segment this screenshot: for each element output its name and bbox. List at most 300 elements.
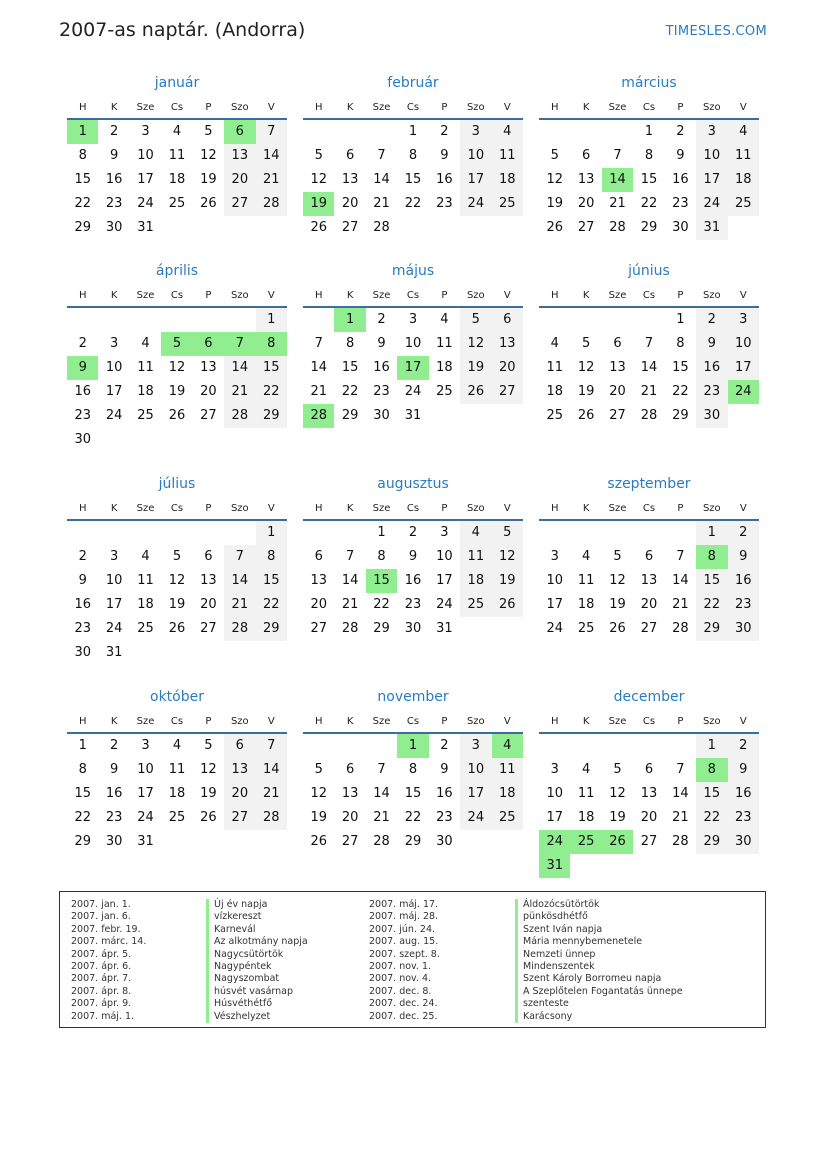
day-cell — [429, 404, 460, 428]
week-row — [303, 593, 523, 617]
week-row — [539, 404, 759, 428]
day-cell: 7 — [644, 336, 654, 351]
weekday-label: Cs — [642, 502, 656, 514]
day-cell — [130, 308, 161, 332]
week-row — [67, 830, 287, 854]
holiday-day-cell: 8 — [256, 332, 287, 356]
day-cell: 30 — [696, 404, 727, 428]
month-calendar — [67, 70, 287, 240]
day-cell: 7 — [314, 336, 323, 351]
weekday-label: Cs — [170, 101, 184, 113]
day-cell: 4 — [440, 312, 449, 327]
day-cell: 22 — [404, 196, 422, 211]
day-cell: 2 — [78, 549, 87, 564]
day-cell: 11 — [137, 360, 154, 375]
weekday-label: Szo — [466, 101, 485, 113]
day-cell: 26 — [200, 810, 217, 825]
weekday-label: Cs — [170, 289, 184, 301]
week-row — [539, 120, 759, 144]
day-cell: 27 — [577, 220, 595, 235]
weekday-label: Szo — [702, 101, 721, 113]
day-cell — [130, 428, 161, 452]
day-cell: 21 — [672, 597, 689, 612]
day-cell: 12 — [310, 786, 327, 801]
day-cell — [303, 120, 334, 144]
day-cell: 1 — [408, 124, 418, 139]
month-calendar — [303, 258, 523, 428]
month-calendar — [303, 70, 523, 240]
day-cell: 18 — [577, 810, 595, 825]
weekday-header — [539, 96, 759, 120]
holiday-day-cell: 14 — [602, 168, 633, 192]
holiday-day-cell: 4 — [492, 734, 523, 758]
legend-date: 2007. dec. 25. — [369, 1010, 438, 1022]
weekday-header — [67, 710, 287, 734]
day-cell: 31 — [696, 216, 727, 240]
week-row — [303, 404, 523, 428]
legend-date: 2007. szept. 8. — [369, 948, 440, 960]
day-cell: 16 — [105, 786, 123, 801]
weekday-label: K — [582, 715, 590, 727]
day-cell: 13 — [640, 573, 658, 588]
day-cell: 28 — [640, 408, 658, 423]
day-cell — [224, 521, 255, 545]
holiday-day-cell: 5 — [161, 332, 192, 356]
day-cell: 1 — [644, 124, 654, 139]
legend-date: 2007. máj. 1. — [71, 1010, 135, 1022]
day-cell — [728, 404, 759, 428]
weekday-label: Sze — [372, 101, 391, 113]
day-cell: 29 — [74, 220, 91, 235]
holiday-day-cell: 28 — [303, 404, 334, 428]
day-cell: 8 — [256, 545, 287, 569]
weekday-label: V — [267, 502, 275, 514]
day-cell: 21 — [672, 810, 689, 825]
day-cell: 16 — [404, 573, 422, 588]
day-cell: 28 — [341, 621, 359, 636]
weekday-header — [67, 497, 287, 521]
day-cell: 11 — [577, 573, 595, 588]
day-cell: 27 — [609, 408, 626, 423]
day-cell: 20 — [200, 384, 217, 399]
day-cell — [161, 216, 192, 240]
day-cell: 1 — [256, 308, 287, 332]
day-cell: 14 — [672, 573, 689, 588]
weekday-label: K — [346, 502, 354, 514]
weekday-label: V — [503, 502, 511, 514]
day-cell: 27 — [341, 220, 359, 235]
day-cell: 29 — [74, 834, 91, 849]
legend-holiday-name: Áldozócsütörtök — [515, 899, 683, 911]
day-cell: 18 — [168, 172, 186, 187]
day-cell — [161, 308, 192, 332]
day-cell: 11 — [492, 758, 523, 782]
month-name: április — [155, 263, 199, 279]
day-cell: 26 — [577, 408, 595, 423]
day-cell: 13 — [224, 758, 255, 782]
day-cell: 17 — [696, 168, 727, 192]
day-cell — [193, 216, 224, 240]
day-cell: 20 — [609, 384, 626, 399]
day-cell: 24 — [137, 196, 154, 211]
day-cell: 24 — [546, 621, 563, 636]
day-cell: 4 — [141, 549, 150, 564]
holiday-day-cell: 15 — [366, 569, 397, 593]
legend-date: 2007. jan. 1. — [71, 899, 131, 910]
day-cell: 28 — [256, 806, 287, 830]
weekday-label: Cs — [642, 289, 656, 301]
day-cell: 17 — [546, 597, 563, 612]
weekday-label: Sze — [608, 715, 627, 727]
weekday-label: K — [346, 101, 354, 113]
day-cell — [98, 521, 129, 545]
day-cell: 13 — [341, 172, 359, 187]
day-cell: 15 — [696, 782, 727, 806]
week-row — [303, 734, 523, 758]
weekday-label: H — [314, 502, 323, 514]
day-cell: 28 — [224, 617, 255, 641]
day-cell: 9 — [440, 148, 449, 163]
day-cell: 16 — [105, 172, 123, 187]
day-cell: 29 — [696, 617, 727, 641]
day-cell: 27 — [640, 621, 658, 636]
day-cell: 22 — [696, 593, 727, 617]
weekday-label: Sze — [136, 502, 155, 514]
legend-holiday-name: Mindenszentek — [515, 961, 683, 973]
day-cell: 12 — [577, 360, 595, 375]
legend-dates-right — [369, 899, 440, 1023]
week-row — [67, 168, 287, 192]
day-cell — [193, 521, 224, 545]
weekday-label: Szo — [702, 715, 721, 727]
legend-dates-left — [71, 899, 146, 1023]
day-cell: 18 — [436, 360, 453, 375]
legend-date: 2007. aug. 15. — [369, 936, 439, 948]
day-cell: 2 — [78, 336, 87, 351]
day-cell — [602, 120, 633, 144]
day-cell — [460, 617, 491, 641]
week-row — [539, 380, 759, 404]
week-row — [539, 593, 759, 617]
day-cell: 21 — [341, 597, 359, 612]
day-cell: 3 — [696, 120, 727, 144]
weekday-label: Cs — [642, 101, 656, 113]
day-cell: 10 — [546, 786, 563, 801]
day-cell: 18 — [460, 569, 491, 593]
day-cell: 2 — [440, 738, 449, 753]
day-cell: 10 — [137, 148, 154, 163]
day-cell: 30 — [373, 408, 390, 423]
day-cell: 21 — [256, 168, 287, 192]
holiday-day-cell: 17 — [397, 356, 428, 380]
day-cell: 22 — [256, 380, 287, 404]
day-cell: 8 — [78, 762, 87, 777]
week-row — [303, 545, 523, 569]
week-row — [539, 192, 759, 216]
day-cell: 10 — [105, 360, 123, 375]
day-cell: 14 — [640, 360, 658, 375]
legend-holiday-name: Új év napja — [206, 899, 308, 911]
day-cell: 19 — [310, 810, 327, 825]
day-cell: 4 — [581, 549, 591, 564]
day-cell: 6 — [581, 148, 591, 163]
day-cell: 29 — [373, 621, 390, 636]
week-row — [67, 806, 287, 830]
day-cell: 10 — [105, 573, 123, 588]
month-calendar — [67, 684, 287, 854]
day-cell: 21 — [609, 196, 626, 211]
day-cell — [161, 641, 192, 665]
day-cell: 25 — [728, 192, 759, 216]
week-row — [67, 545, 287, 569]
weekday-label: V — [739, 502, 747, 514]
day-cell — [539, 734, 570, 758]
day-cell: 26 — [492, 593, 523, 617]
legend-date: 2007. ápr. 5. — [71, 948, 132, 960]
weekday-header — [67, 96, 287, 120]
day-cell: 9 — [728, 545, 759, 569]
day-cell — [98, 428, 129, 452]
weekday-header — [303, 284, 523, 308]
day-cell: 16 — [74, 384, 91, 399]
day-cell: 9 — [408, 549, 418, 564]
week-row — [67, 734, 287, 758]
day-cell: 31 — [137, 220, 154, 235]
week-row — [539, 144, 759, 168]
day-cell: 26 — [609, 621, 626, 636]
weekday-label: P — [441, 101, 448, 113]
day-cell: 15 — [672, 360, 689, 375]
day-cell: 11 — [137, 573, 154, 588]
day-cell: 19 — [168, 597, 186, 612]
day-cell — [665, 734, 696, 758]
day-cell: 18 — [728, 168, 759, 192]
day-cell: 30 — [728, 617, 759, 641]
brand-link[interactable]: TIMESLES.COM — [665, 24, 767, 39]
weekday-label: V — [267, 101, 275, 113]
day-cell: 1 — [377, 525, 386, 540]
day-cell: 3 — [460, 734, 491, 758]
day-cell: 6 — [613, 336, 622, 351]
week-row — [539, 806, 759, 830]
month-name: augusztus — [377, 476, 449, 492]
day-cell: 19 — [577, 384, 595, 399]
day-cell: 23 — [105, 196, 123, 211]
day-cell: 21 — [373, 810, 390, 825]
weekday-label: Sze — [608, 101, 627, 113]
day-cell: 5 — [172, 549, 182, 564]
day-cell: 2 — [377, 312, 386, 327]
day-cell: 30 — [404, 621, 422, 636]
day-cell — [67, 521, 98, 545]
holiday-day-cell: 1 — [334, 308, 365, 332]
weekday-label: K — [582, 101, 590, 113]
legend-holiday-name: pünkösdhétfő — [515, 911, 683, 923]
day-cell — [224, 216, 255, 240]
weekday-label: Szo — [230, 715, 249, 727]
day-cell: 22 — [672, 384, 689, 399]
legend-date: 2007. dec. 24. — [369, 998, 438, 1010]
week-row — [539, 168, 759, 192]
day-cell: 23 — [728, 593, 759, 617]
day-cell — [570, 120, 601, 144]
day-cell: 10 — [137, 762, 154, 777]
day-cell — [67, 308, 98, 332]
day-cell — [224, 641, 255, 665]
week-row — [67, 380, 287, 404]
day-cell: 2 — [728, 734, 759, 758]
day-cell: 13 — [609, 360, 626, 375]
day-cell: 25 — [168, 196, 186, 211]
day-cell: 19 — [609, 597, 626, 612]
day-cell: 25 — [137, 408, 154, 423]
day-cell: 6 — [345, 148, 355, 163]
day-cell: 22 — [256, 593, 287, 617]
day-cell: 5 — [460, 308, 491, 332]
day-cell: 11 — [436, 336, 453, 351]
day-cell: 29 — [404, 834, 422, 849]
week-row — [67, 569, 287, 593]
day-cell: 13 — [200, 360, 217, 375]
day-cell: 16 — [436, 786, 453, 801]
week-row — [539, 782, 759, 806]
day-cell: 9 — [728, 758, 759, 782]
day-cell: 2 — [109, 124, 119, 139]
day-cell: 9 — [696, 332, 727, 356]
day-cell: 10 — [436, 549, 453, 564]
weekday-header — [67, 284, 287, 308]
month-calendar — [539, 684, 759, 878]
weekday-label: V — [267, 715, 275, 727]
day-cell: 4 — [460, 521, 491, 545]
day-cell: 9 — [109, 148, 119, 163]
day-cell: 15 — [256, 356, 287, 380]
day-cell: 6 — [644, 549, 654, 564]
day-cell: 1 — [696, 521, 727, 545]
day-cell — [366, 120, 397, 144]
day-cell: 5 — [204, 124, 213, 139]
day-cell: 15 — [74, 172, 91, 187]
legend-holiday-name: szenteste — [515, 998, 683, 1010]
weekday-label: Szo — [466, 715, 485, 727]
weekday-label: P — [441, 289, 448, 301]
day-cell: 25 — [492, 806, 523, 830]
day-cell — [334, 120, 365, 144]
day-cell: 19 — [460, 356, 491, 380]
day-cell — [161, 521, 192, 545]
day-cell: 18 — [168, 786, 186, 801]
day-cell: 14 — [310, 360, 327, 375]
weekday-label: Sze — [136, 715, 155, 727]
weekday-label: H — [314, 715, 323, 727]
weekday-header — [303, 710, 523, 734]
day-cell: 13 — [224, 144, 255, 168]
weekday-label: Cs — [642, 715, 656, 727]
day-cell: 21 — [224, 380, 255, 404]
week-row — [67, 404, 287, 428]
month-calendar — [303, 684, 523, 854]
day-cell — [224, 308, 255, 332]
legend-date: 2007. nov. 4. — [369, 973, 432, 985]
holiday-day-cell: 24 — [539, 830, 570, 854]
week-row — [67, 428, 287, 452]
day-cell: 29 — [256, 404, 287, 428]
day-cell: 25 — [460, 593, 491, 617]
day-cell: 23 — [74, 408, 91, 423]
weekday-label: Cs — [170, 715, 184, 727]
weekday-label: Szo — [230, 101, 249, 113]
day-cell: 29 — [696, 830, 727, 854]
day-cell — [633, 854, 664, 878]
weekday-label: V — [739, 289, 747, 301]
day-cell: 3 — [141, 124, 150, 139]
day-cell — [602, 308, 633, 332]
day-cell: 3 — [408, 312, 418, 327]
day-cell: 18 — [546, 384, 563, 399]
day-cell: 31 — [137, 834, 154, 849]
day-cell: 16 — [373, 360, 390, 375]
page-title: 2007-as naptár. (Andorra) — [59, 19, 306, 41]
day-cell — [303, 734, 334, 758]
weekday-label: K — [346, 715, 354, 727]
holiday-day-cell: 31 — [539, 854, 570, 878]
month-calendar — [539, 258, 759, 428]
week-row — [539, 758, 759, 782]
weekday-label: Sze — [372, 289, 391, 301]
week-row — [539, 854, 759, 878]
day-cell: 29 — [640, 220, 658, 235]
weekday-header — [539, 284, 759, 308]
weekday-label: V — [739, 101, 747, 113]
day-cell: 28 — [672, 834, 689, 849]
day-cell: 13 — [310, 573, 327, 588]
day-cell: 14 — [256, 758, 287, 782]
week-row — [303, 356, 523, 380]
day-cell: 13 — [640, 786, 658, 801]
day-cell: 10 — [728, 332, 759, 356]
day-cell: 30 — [105, 220, 123, 235]
day-cell: 3 — [550, 762, 559, 777]
day-cell — [728, 216, 759, 240]
weekday-label: P — [677, 715, 684, 727]
day-cell: 10 — [696, 144, 727, 168]
day-cell: 1 — [676, 312, 685, 327]
day-cell: 6 — [492, 308, 523, 332]
holiday-day-cell: 6 — [193, 332, 224, 356]
day-cell: 25 — [436, 384, 453, 399]
day-cell: 16 — [696, 356, 727, 380]
day-cell: 5 — [613, 762, 622, 777]
legend-date: 2007. ápr. 8. — [71, 985, 132, 997]
holiday-day-cell: 7 — [224, 332, 255, 356]
day-cell: 5 — [314, 762, 323, 777]
day-cell: 17 — [728, 356, 759, 380]
holiday-day-cell: 1 — [397, 734, 428, 758]
day-cell: 10 — [460, 144, 491, 168]
day-cell — [224, 428, 255, 452]
month-calendar — [67, 258, 287, 452]
day-cell: 15 — [696, 569, 727, 593]
day-cell: 23 — [404, 597, 422, 612]
day-cell: 24 — [105, 408, 123, 423]
week-row — [303, 332, 523, 356]
day-cell: 30 — [728, 830, 759, 854]
day-cell: 28 — [373, 834, 390, 849]
legend-holiday-name: Nagyszombat — [206, 973, 308, 985]
day-cell: 9 — [109, 762, 119, 777]
weekday-label: Sze — [136, 289, 155, 301]
day-cell: 7 — [377, 148, 386, 163]
